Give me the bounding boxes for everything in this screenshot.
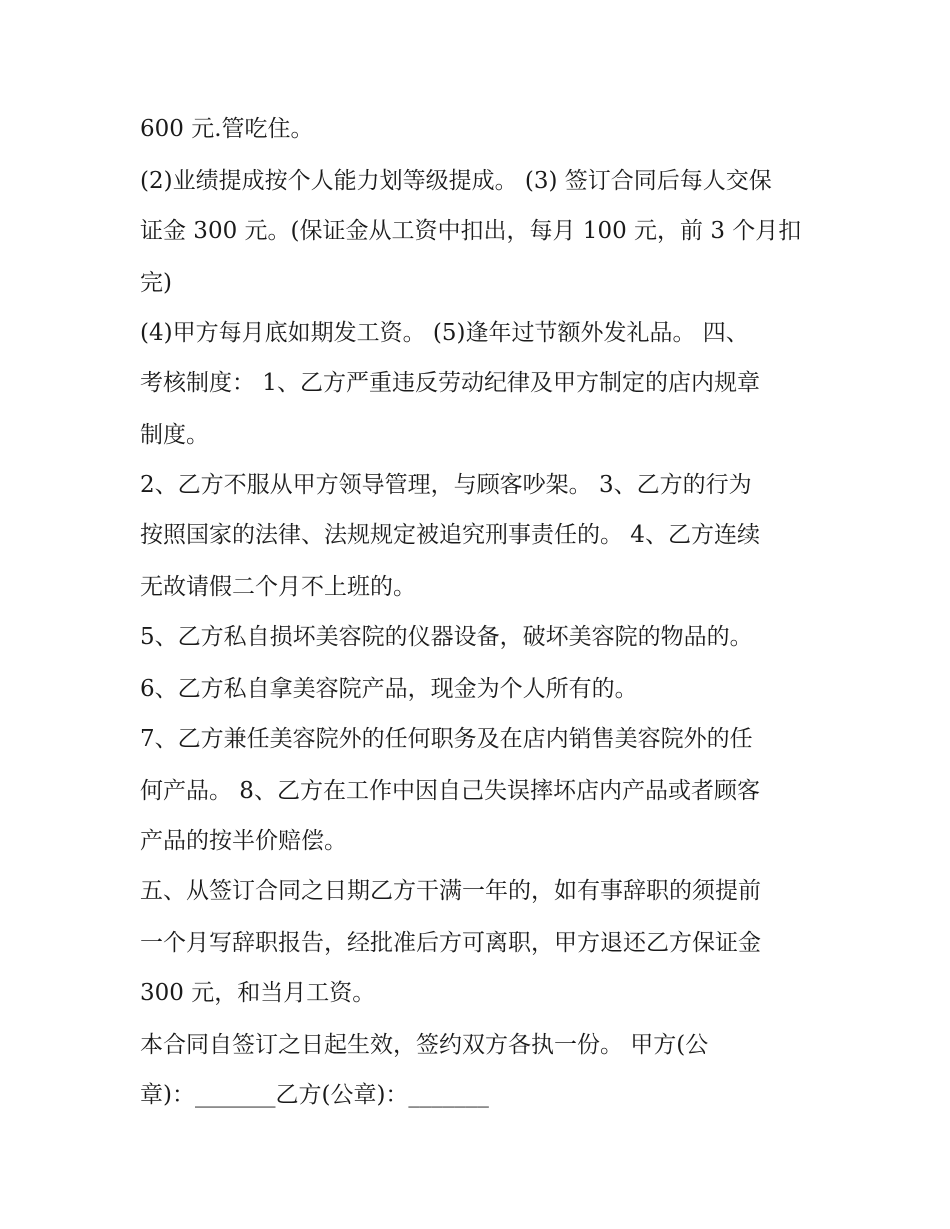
text-line: 按照国家的法律、法规规定被追究刑事责任的。 4、乙方连续 [140, 522, 760, 548]
text-line: 产品的按半价赔偿。 [140, 828, 347, 854]
text-line: 一个月写辞职报告，经批准后方可离职，甲方退还乙方保证金 [140, 930, 761, 956]
text-line: 证金 300 元。(保证金从工资中扣出，每月 100 元，前 3 个月扣 [140, 218, 802, 244]
text-line: 制度。 [140, 422, 209, 448]
text-line: 考核制度： 1、乙方严重违反劳动纪律及甲方制定的店内规章 [140, 370, 760, 396]
signature-line: 章)：_______乙方(公章)：_______ [140, 1082, 489, 1108]
text-line: 本合同自签订之日起生效，签约双方各执一份。 甲方(公 [140, 1032, 709, 1058]
text-line: 5、乙方私自损坏美容院的仪器设备，破坏美容院的物品的。 [140, 624, 753, 650]
text-line: 600 元.管吃住。 [140, 116, 314, 142]
text-line: 2、乙方不服从甲方领导管理，与顾客吵架。 3、乙方的行为 [140, 472, 752, 498]
text-line: 无故请假二个月不上班的。 [140, 574, 416, 600]
text-line: 何产品。 8、乙方在工作中因自己失误摔坏店内产品或者顾客 [140, 778, 760, 804]
text-line: 五、从签订合同之日期乙方干满一年的，如有事辞职的须提前 [140, 878, 761, 904]
text-line: 6、乙方私自拿美容院产品，现金为个人所有的。 [140, 676, 638, 702]
text-line: 7、乙方兼任美容院外的任何职务及在店内销售美容院外的任 [140, 726, 753, 752]
text-line: (4)甲方每月底如期发工资。 (5)逢年过节额外发礼品。 四、 [140, 320, 749, 346]
text-line: (2)业绩提成按个人能力划等级提成。 (3) 签订合同后每人交保 [140, 168, 772, 194]
text-line: 完) [140, 270, 172, 296]
text-line: 300 元，和当月工资。 [140, 980, 376, 1006]
